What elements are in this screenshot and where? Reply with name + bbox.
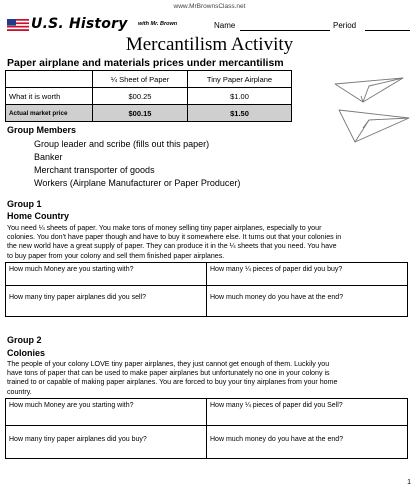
paper-price-cell: $00.25 <box>93 88 188 105</box>
us-flag-icon <box>7 19 29 31</box>
question-cell[interactable]: How much Money are you starting with? <box>6 399 207 426</box>
member-role: Workers (Airplane Manufacturer or Paper Producer) <box>34 178 241 188</box>
text-line: to buy paper from your colony and sell them finished paper airplanes. <box>7 251 225 260</box>
page-subtitle: Paper airplane and materials prices under mercantilism <box>7 57 284 69</box>
page-number: 1 <box>407 479 411 486</box>
group2-subheading: Colonies <box>7 348 46 358</box>
paper-price-cell: $00.15 <box>93 105 188 122</box>
member-role: Merchant transporter of goods <box>34 165 155 175</box>
question-cell[interactable]: How many tiny paper airplanes did you sell? <box>6 286 207 317</box>
question-cell[interactable]: How many ¼ pieces of paper did you buy? <box>207 263 408 286</box>
text-line: country. <box>7 387 32 396</box>
group2-question-table <box>5 398 408 459</box>
price-table-header-row <box>6 71 292 88</box>
site-url: www.MrBrownsClass.net <box>173 3 246 10</box>
price-table-header-airplane: Tiny Paper Airplane <box>188 71 292 88</box>
group1-subheading: Home Country <box>7 211 70 221</box>
text-line: the new world have a great supply of paper. They can produce it in the ¼ sheets that you need. You have <box>7 242 337 251</box>
price-table-header-paper: ¼ Sheet of Paper <box>93 71 188 88</box>
text-line: You need ¼ sheets of paper. You make tons of money selling tiny paper airplanes, especially to your <box>7 224 322 232</box>
paper-airplane-icon <box>325 72 415 148</box>
group1-heading: Group 1 <box>7 199 42 209</box>
name-field[interactable] <box>240 30 330 31</box>
question-cell[interactable]: How much Money are you starting with? <box>6 263 207 286</box>
name-label: Name <box>214 21 236 30</box>
text-line: colonies. You don't have paper though and have to buy it somewhere else. It turns out that your colonies in <box>7 233 342 242</box>
airplane-price-cell: $1.00 <box>188 88 292 105</box>
member-role: Group leader and scribe (fills out this paper) <box>34 139 210 149</box>
period-label: Period <box>333 21 357 30</box>
price-table <box>5 70 292 122</box>
page-title: Mercantilism Activity <box>125 34 294 55</box>
group2-description <box>7 360 413 397</box>
period-field[interactable] <box>365 30 410 31</box>
question-cell[interactable]: How much money do you have at the end? <box>207 286 408 317</box>
question-cell[interactable]: How many tiny paper airplanes did you buy? <box>6 426 207 459</box>
price-table-row <box>6 105 292 122</box>
price-table-row <box>6 88 292 105</box>
question-cell[interactable]: How many ¼ pieces of paper did you Sell? <box>207 399 408 426</box>
member-role: Banker <box>34 152 63 162</box>
group1-description <box>7 224 413 261</box>
brand-byline: with Mr. Brown <box>138 21 178 27</box>
airplane-price-cell: $1.50 <box>188 105 292 122</box>
brand-title: U.S. History <box>31 16 128 32</box>
group2-heading: Group 2 <box>7 335 42 345</box>
group1-question-table <box>5 262 408 317</box>
text-line: The people of your colony LOVE tiny paper airplanes, they just cannot get enough of them. Luckily you <box>7 360 330 368</box>
price-table-header-empty <box>6 71 93 88</box>
row-label: What it is worth <box>6 88 93 105</box>
text-line: have tons of paper that can be used to make paper airplanes but unfortunately no one in your colony is <box>7 369 330 378</box>
text-line: trained to or capable of making paper airplanes. You are forced to buy your tiny airplanes from your home <box>7 378 338 387</box>
question-cell[interactable]: How much money do you have at the end? <box>207 426 408 459</box>
group-members-heading: Group Members <box>7 125 77 135</box>
row-label: Actual market price <box>6 105 93 122</box>
